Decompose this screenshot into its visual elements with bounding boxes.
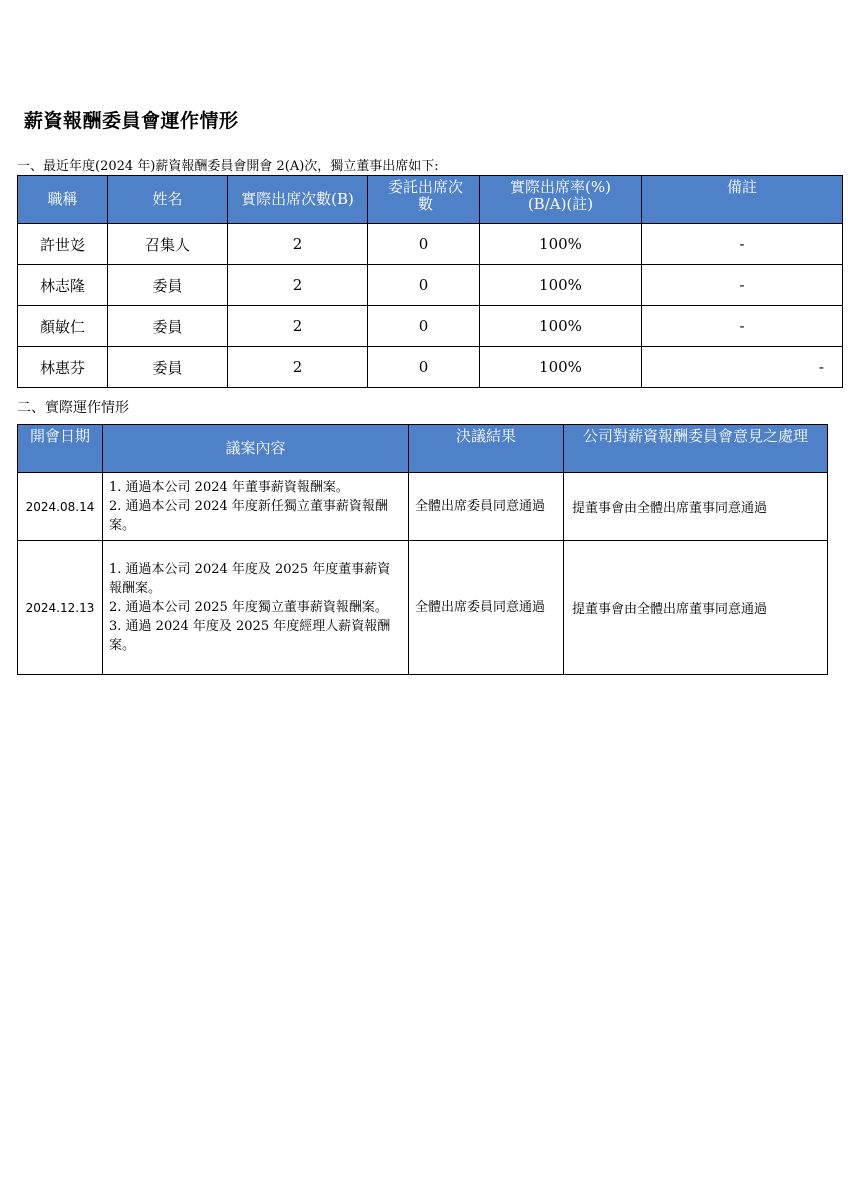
cell-resolution: 全體出席委員同意通過 — [409, 473, 564, 541]
cell-proxy: 0 — [368, 224, 480, 265]
cell-title: 許世彣 — [18, 224, 108, 265]
section1-heading: 一、最近年度(2024 年)薪資報酬委員會開會 2(A)次，獨立董事出席如下: — [17, 159, 439, 174]
operation-table — [17, 424, 828, 675]
header-company-handling: 公司對薪資報酬委員會意見之處理 — [564, 425, 828, 473]
cell-remark: - — [642, 224, 843, 265]
proposal-item: 3. 通過 2024 年度及 2025 年度經理人薪資報酬案。 — [109, 619, 391, 653]
cell-opinion: 提董事會由全體出席董事同意通過 — [564, 541, 828, 675]
table-row — [18, 541, 828, 675]
header-proposal: 議案內容 — [103, 425, 409, 473]
proposal-item: 1. 通過本公司 2024 年度及 2025 年度董事薪資報酬案。 — [109, 562, 391, 596]
table-row — [18, 347, 843, 388]
header-attendance-rate: 實際出席率(%) (B/A)(註) — [480, 176, 642, 224]
page-title: 薪資報酬委員會運作情形 — [24, 110, 239, 132]
cell-resolution: 全體出席委員同意通過 — [409, 541, 564, 675]
table-row — [18, 224, 843, 265]
cell-title: 顏敏仁 — [18, 306, 108, 347]
cell-title: 林志隆 — [18, 265, 108, 306]
cell-actual: 2 — [228, 347, 368, 388]
cell-proposal — [103, 541, 409, 675]
cell-name: 委員 — [108, 347, 228, 388]
header-proxy-attendance: 委託出席次數 — [368, 176, 480, 224]
header-actual-attendance: 實際出席次數(B) — [228, 176, 368, 224]
cell-rate: 100% — [480, 265, 642, 306]
proposal-item: 2. 通過本公司 2025 年度獨立董事薪資報酬案。 — [109, 600, 388, 615]
header-resolution: 決議結果 — [409, 425, 564, 473]
cell-rate: 100% — [480, 306, 642, 347]
cell-date: 2024.08.14 — [18, 473, 103, 541]
cell-actual: 2 — [228, 265, 368, 306]
section2-heading: 二、實際運作情形 — [17, 400, 129, 416]
cell-remark: - — [642, 347, 843, 388]
attendance-table — [17, 175, 843, 388]
cell-actual: 2 — [228, 224, 368, 265]
table-row — [18, 306, 843, 347]
cell-title: 林惠芬 — [18, 347, 108, 388]
header-name: 姓名 — [108, 176, 228, 224]
cell-proxy: 0 — [368, 306, 480, 347]
header-title: 職稱 — [18, 176, 108, 224]
cell-proxy: 0 — [368, 347, 480, 388]
proposal-item: 1. 通過本公司 2024 年董事薪資報酬案。 — [109, 480, 349, 495]
cell-name: 委員 — [108, 306, 228, 347]
table-row — [18, 473, 828, 541]
cell-remark: - — [642, 306, 843, 347]
cell-rate: 100% — [480, 347, 642, 388]
cell-date: 2024.12.13 — [18, 541, 103, 675]
operation-header-row — [18, 425, 828, 473]
header-remarks: 備註 — [642, 176, 843, 224]
attendance-header-row — [18, 176, 843, 224]
cell-opinion: 提董事會由全體出席董事同意通過 — [564, 473, 828, 541]
cell-rate: 100% — [480, 224, 642, 265]
cell-actual: 2 — [228, 306, 368, 347]
cell-name: 委員 — [108, 265, 228, 306]
table-row — [18, 265, 843, 306]
cell-name: 召集人 — [108, 224, 228, 265]
cell-remark: - — [642, 265, 843, 306]
cell-proxy: 0 — [368, 265, 480, 306]
cell-proposal — [103, 473, 409, 541]
proposal-item: 2. 通過本公司 2024 年度新任獨立董事薪資報酬案。 — [109, 499, 388, 533]
header-meeting-date: 開會日期 — [18, 425, 103, 473]
